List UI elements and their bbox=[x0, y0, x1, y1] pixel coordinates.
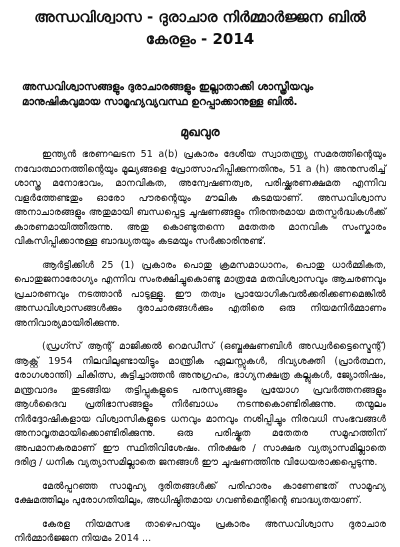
paragraph-4-text: മേൽപ്പറഞ്ഞ സാമൂഹ്യ ദുരിതങ്ങൾക്ക് പരിഹാരം കാണേണ്ടത് സാമൂഹ്യ ക്ഷേമത്തിലും പുരോഗതിയിലും, അധിഷ്ഠിതമായ ഗവൺമെന്റിന്റെ ബാദ്ധ്യതയാണ്. bbox=[14, 480, 386, 506]
bill-intro: അന്ധവിശ്വാസങ്ങളും ദുരാചാരങ്ങളും ഇല്ലാതാക്കി ശാസ്ത്രീയവും മാനുഷികവുമായ സാമൂഹ്യവ്യവസ്ഥ ഉറപ്പാക്കാനുള്ള ബിൽ. bbox=[22, 81, 314, 108]
paragraph-3-text: (ഡ്രഗ്സ് ആന്റ് മാജിക്കൽ റെമഡീസ് (ഒബ്ജക്ഷണബിൾ അഡ്വർട്ടൈസ്മെന്റ്) ആക്റ്റ് 1954 നിലവിലുണ്ടായിട്ടും മാന്ത്രിക ഏലസ്സുകൾ, ദിവ്യശക്തി (പ്രാർത്ഥന, രോഗശാന്തി) ചികിത്സ, കുട്ടിച്ചാത്തൻ അനുഗ്രഹം, ഭാഗ്യനക്ഷത്ര കല്ലുകൾ, ജ്യോതിഷം, മന്ത്രവാദം തുടങ്ങിയ തട്ടിപ്പുകളുടെ പരസ്യങ്ങളും പ്രയോഗ പ്രവർത്തനങ്ങളും ആൾദൈവ പ്രതിഭാസങ്ങളും നിർബാധം നടന്നുകൊണ്ടിരിക്കുന്നു. തന്മൂലം നിർദ്ദോഷികളായ വിശ്വാസികളുടെ ധനവും മാനവും നശിപ്പിച്ചും നിരവധി സംഭവങ്ങൾ അനാവൃതമായിക്കൊണ്ടിരിക്കുന്നു. ഒരു പരിഷ്കൃത മതേതര സമൂഹത്തിന് അപമാനകരമാണ് ഈ സ്ഥിതിവിശേഷം. നിരക്ഷര / സാക്ഷര വ്യത്യാസമില്ലാതെ ദരിദ്ര / ധനിക വ്യത്യാസമില്ലാതെ ജനങ്ങൾ ഈ ചൂഷണത്തിനു വിധേയരാക്കപ്പെടുന്നു. bbox=[14, 341, 386, 468]
paragraph-2 bbox=[14, 259, 386, 332]
paragraph-1-text: ഇന്ത്യൻ ഭരണഘടന 51 a(b) പ്രകാരം ദേശീയ സ്വാതന്ത്ര്യ സമരത്തിന്റെയും നവോത്ഥാനത്തിന്റെയും മൂല്യങ്ങളെ പ്രോത്സാഹിപ്പിക്കുന്നതിനും, 51 a (h) അനുസരിച്ച് ശാസ്ത്ര മനോഭാവം, മാനവികത, അന്വേഷണത്വര, പരിഷ്ക്കരണക്ഷമത എന്നിവ വളർത്തേണ്ടതും ഓരോ പൗരന്റെയും മൗലിക കടമയാണ്. അന്ധവിശ്വാസ അനാചാരങ്ങളും അതുമായി ബന്ധപ്പെട്ട ചൂഷണങ്ങളും നിരന്തരമായ മതസ്പർദ്ധകൾക്ക് കാരണമായിത്തീരുന്നു. അതു കൊണ്ടുതന്നെ മതേതര മാനവിക സംസ്കാരം വികസിപ്പിക്കാനുള്ള ബാദ്ധ്യതയും കടമയും സർക്കാരിനുണ്ട്. bbox=[14, 149, 386, 247]
paragraph-4 bbox=[14, 480, 386, 509]
preamble-heading: മുഖവുര bbox=[180, 124, 220, 139]
paragraph-1 bbox=[14, 148, 386, 250]
bill-title: അന്ധവിശ്വാസ - ദുരാചാര നിർമ്മാർജ്ജന ബിൽ bbox=[34, 8, 366, 26]
paragraph-3 bbox=[14, 340, 386, 471]
paragraph-5 bbox=[14, 518, 386, 547]
paragraph-2-text: ആർട്ടിക്കിൾ 25 (1) പ്രകാരം പൊതു ക്രമസമാധാനം, പൊതു ധാർമ്മികത, പൊതുജനാരോഗ്യം എന്നിവ സംരക്ഷിച്ചുകൊണ്ടു മാത്രമേ മതവിശ്വാസവും ആചരണവും പ്രചാരണവും നടത്താൻ പാടുള്ളൂ. ഈ തത്വം പ്രായോഗികവൽക്കരിക്കണമെങ്കിൽ അന്ധവിശ്വാസങ്ങൾക്കും ദുരാചാരങ്ങൾക്കും എതിരെ ഒരു നിയമനിർമ്മാണം അനിവാര്യമായിരിക്കുന്നു. bbox=[14, 259, 386, 329]
bill-subtitle: കേരളം - 2014 bbox=[145, 30, 255, 48]
paragraph-5-text: കേരള നിയമസഭ താഴെപറയും പ്രകാരം അന്ധവിശ്വാസ ദുരാചാര നിർമ്മാർജ്ജന നിയമം 2014 ... bbox=[14, 518, 386, 544]
